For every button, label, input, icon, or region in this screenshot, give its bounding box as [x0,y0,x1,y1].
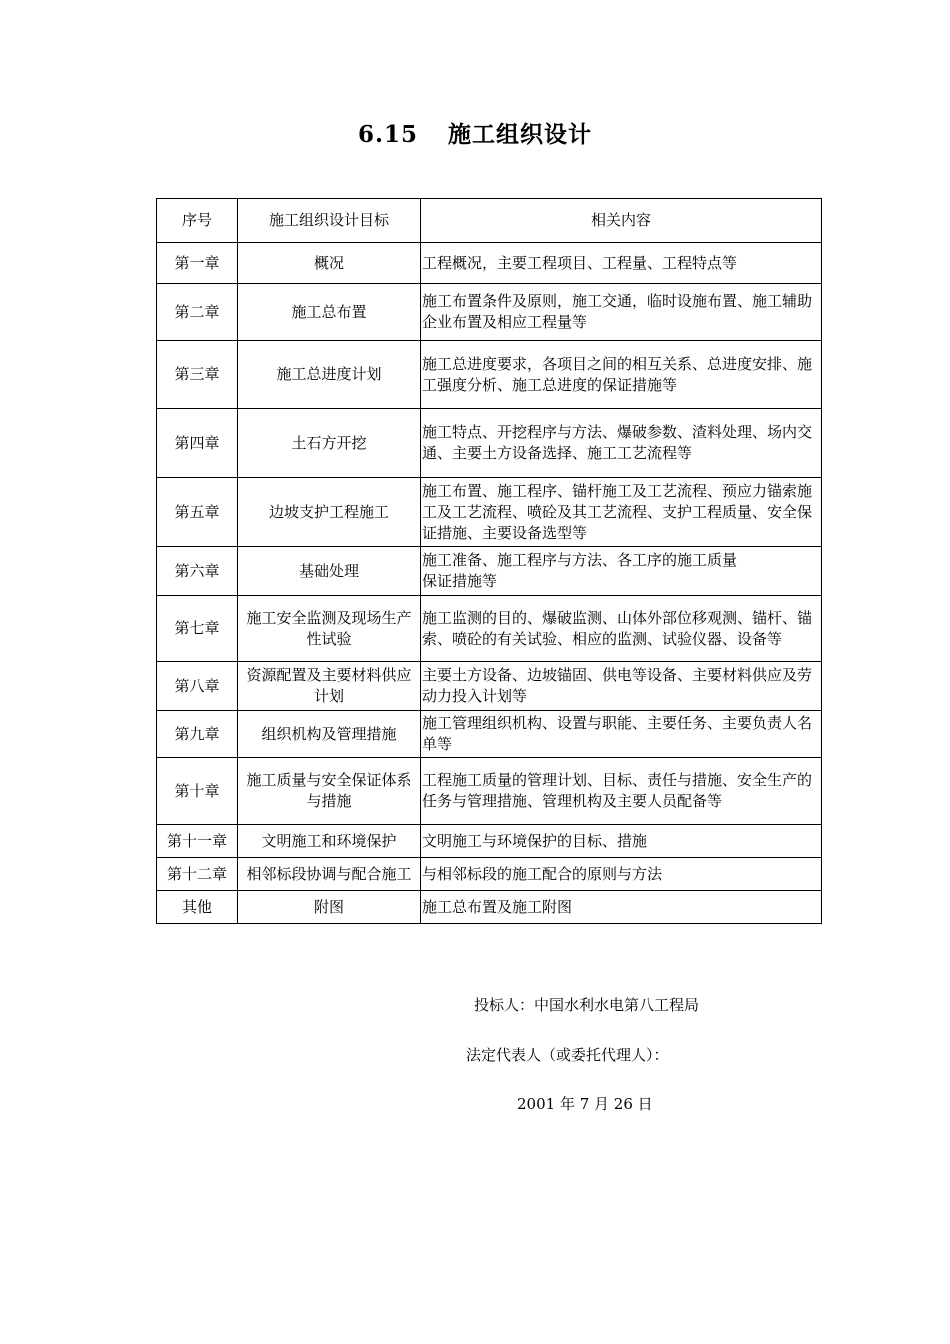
table-row [157,284,822,341]
chapter-number: 第十章 [157,758,238,825]
content-line: 与相邻标段的施工配合的原则与方法 [422,864,663,883]
chapter-content [421,662,822,711]
target-line: 计划 [313,687,344,705]
chapter-number: 第九章 [157,711,238,758]
table-row [157,478,822,547]
table-row [157,891,822,924]
target-line: 边坡支护工程施工 [268,502,389,521]
chapter-content [421,284,822,341]
table-header-row [157,199,822,243]
chapter-content [421,825,822,858]
table-row [157,341,822,409]
chapter-number: 第一章 [157,243,238,284]
table-row [157,547,822,596]
chapter-target [238,858,421,891]
target-line: 性试验 [306,629,352,648]
content-line: 保证措施等 [422,572,498,590]
chapter-number: 第六章 [157,547,238,596]
chapter-target [238,711,421,758]
content-line: 主要土方设备、边坡锚固、供电等设备、主要材料供应及劳 [422,666,813,684]
content-line: 工强度分析、施工总进度的保证措施等 [422,375,678,394]
chapter-target [238,409,421,478]
content-line: 施工监测的目的、爆破监测、山体外部位移观测、锚杆、锚 [422,608,813,627]
chapter-content [421,478,822,547]
target-line: 施工质量与安全保证体系 [246,771,412,789]
chapter-number: 第七章 [157,596,238,662]
chapter-content [421,858,822,891]
target-line: 概况 [313,253,344,272]
chapter-content [421,891,822,924]
chapter-target [238,758,421,825]
chapter-target [238,341,421,409]
chapter-content [421,243,822,284]
header-content: 相关内容 [421,199,822,243]
chapter-target [238,547,421,596]
chapter-content [421,711,822,758]
table-row [157,758,822,825]
content-line: 施工总布置及施工附图 [422,897,573,916]
chapter-target [238,662,421,711]
content-line: 施工管理组织机构、设置与职能、主要任务、主要负责人名 [422,714,813,732]
table-row [157,596,822,662]
target-line: 土石方开挖 [291,433,367,452]
target-line: 施工总布置 [291,302,367,321]
chapter-content [421,547,822,596]
header-target: 施工组织设计目标 [238,199,421,243]
bidder-line: 投标人：中国水利水电第八工程局 [474,996,700,1014]
target-line: 组织机构及管理措施 [261,724,397,743]
outline-table [156,198,822,924]
legal-representative-line: 法定代表人（或委托代理人）： [466,1046,669,1064]
signing-date: 2001 年 7 月 26 日 [517,1095,653,1113]
section-title: 施工组织设计 [448,121,593,148]
content-line: 施工布置、施工程序、锚杆施工及工艺流程、预应力锚索施 [422,481,813,500]
header-seq: 序号 [157,199,238,243]
table-row [157,825,822,858]
chapter-number: 第十一章 [157,825,238,858]
content-line: 文明施工与环境保护的目标、措施 [422,831,648,850]
content-line: 工程施工质量的管理计划、目标、责任与措施、安全生产的 [422,771,813,789]
content-line: 动力投入计划等 [422,687,528,705]
chapter-target [238,596,421,662]
target-line: 与措施 [306,792,352,810]
content-line: 任务与管理措施、管理机构及主要人员配备等 [422,792,723,810]
chapter-target [238,284,421,341]
chapter-target [238,243,421,284]
chapter-content [421,409,822,478]
chapter-number: 第三章 [157,341,238,409]
chapter-number: 第四章 [157,409,238,478]
target-line: 施工安全监测及现场生产 [246,608,412,627]
content-line: 工及工艺流程、喷砼及其工艺流程、支护工程质量、安全保 [422,502,813,521]
content-line: 施工特点、开挖程序与方法、爆破参数、渣料处理、场内交 [422,423,813,441]
chapter-number: 第八章 [157,662,238,711]
chapter-content [421,758,822,825]
chapter-number: 第十二章 [157,858,238,891]
page-title [0,116,950,149]
content-line: 索、喷砼的有关试验、相应的监测、试验仪器、设备等 [422,629,783,648]
content-line: 施工布置条件及原则，施工交通，临时设施布置、施工辅助 [422,292,813,310]
content-line: 通、主要土方设备选择、施工工艺流程等 [422,444,693,462]
chapter-target [238,478,421,547]
table-row [157,662,822,711]
target-line: 施工总进度计划 [276,365,382,383]
chapter-target [238,891,421,924]
target-line: 文明施工和环境保护 [261,831,397,850]
content-line: 工程概况，主要工程项目、工程量、工程特点等 [422,253,738,272]
content-line: 施工总进度要求，各项目之间的相互关系、总进度安排、施 [422,354,813,373]
chapter-content [421,596,822,662]
content-line: 证措施、主要设备选型等 [422,523,588,542]
target-line: 基础处理 [298,561,359,580]
chapter-content [421,341,822,409]
content-line: 单等 [422,735,453,753]
content-line: 施工准备、施工程序与方法、各工序的施工质量 [422,551,738,569]
table-row [157,409,822,478]
chapter-number: 第二章 [157,284,238,341]
target-line: 相邻标段协调与配合施工 [246,864,412,883]
chapter-number: 其他 [157,891,238,924]
table-row [157,243,822,284]
section-number: 6.15 [357,121,419,148]
table-row [157,711,822,758]
chapter-number: 第五章 [157,478,238,547]
target-line: 附图 [313,897,344,916]
chapter-target [238,825,421,858]
table-row [157,858,822,891]
target-line: 资源配置及主要材料供应 [246,666,412,684]
content-line: 企业布置及相应工程量等 [422,313,588,331]
